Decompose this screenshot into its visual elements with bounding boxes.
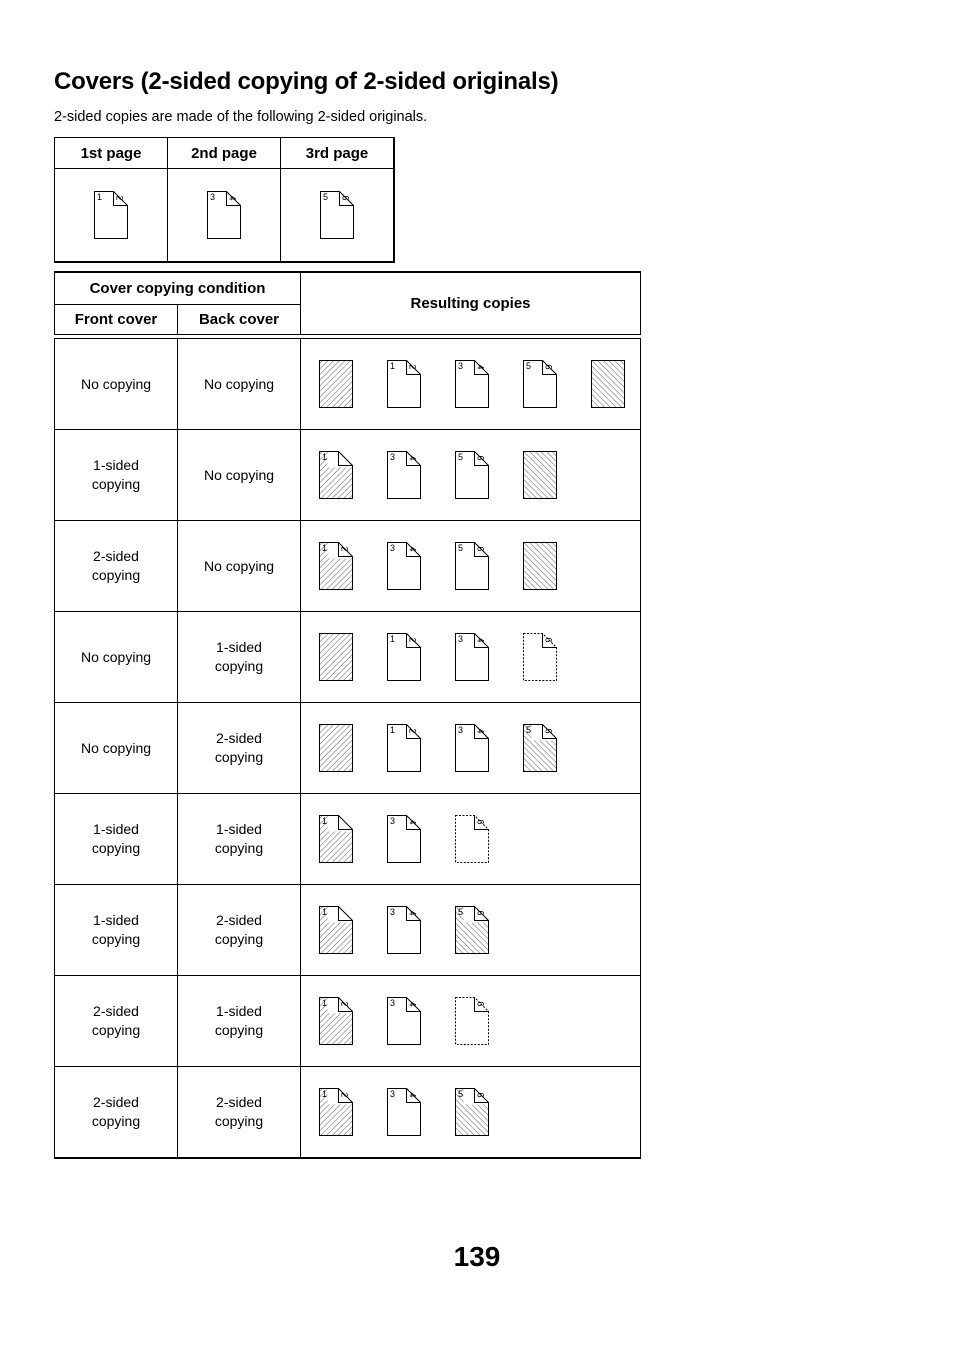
copy-page-icon xyxy=(319,190,355,240)
copy-page-icon xyxy=(386,723,422,773)
page-back-number: 6 xyxy=(475,910,486,916)
cover-page-icon xyxy=(318,814,354,864)
page-back-number: 4 xyxy=(227,195,238,201)
copy-page-icon xyxy=(386,905,422,955)
originals-header-2nd: 2nd page xyxy=(168,138,281,169)
back-cover-condition: No copying xyxy=(178,430,301,521)
copy-page-icon xyxy=(386,814,422,864)
page-back-number: 4 xyxy=(407,455,418,461)
copy-page-icon xyxy=(386,541,422,591)
back-cover-1-sided-icon xyxy=(522,632,558,682)
page-back-number: 4 xyxy=(475,728,486,734)
cover-page-icon xyxy=(318,450,354,500)
page-front-number: 5 xyxy=(526,725,532,735)
page-front-number: 3 xyxy=(390,998,396,1008)
cover-table-body xyxy=(55,339,641,1159)
front-cover-condition: 1-sided copying xyxy=(55,794,178,885)
page-front-number: 1 xyxy=(97,192,103,202)
front-cover-condition: 2-sided copying xyxy=(55,1067,178,1159)
cover-page-icon xyxy=(522,723,558,773)
cover-condition-row xyxy=(55,612,641,703)
resulting-copies-cell xyxy=(301,339,641,430)
original-page-cell xyxy=(55,169,168,263)
resulting-copies-cell xyxy=(301,885,641,976)
page-front-number: 5 xyxy=(458,452,464,462)
page-back-number: 4 xyxy=(407,910,418,916)
page-back-number: 2 xyxy=(114,195,125,201)
cover-condition-row xyxy=(55,339,641,430)
page-back-number: 6 xyxy=(340,195,351,201)
copy-page-icon xyxy=(386,359,422,409)
page-number: 139 xyxy=(453,1241,501,1272)
originals-header-row xyxy=(55,138,395,169)
page-front-number: 3 xyxy=(458,361,464,371)
header-front-cover: Front cover xyxy=(55,305,178,335)
cover-condition-row xyxy=(55,1067,641,1159)
page-front-number: 3 xyxy=(390,452,396,462)
page-back-number: 6 xyxy=(543,728,554,734)
cover-condition-row xyxy=(55,794,641,885)
copy-page-icon xyxy=(386,632,422,682)
page-back-number: 6 xyxy=(475,1001,486,1007)
page-back-number: 6 xyxy=(475,1092,486,1098)
page-front-number: 1 xyxy=(322,816,328,826)
back-cover-condition: No copying xyxy=(178,521,301,612)
page-back-number: 4 xyxy=(407,546,418,552)
page-front-number: 1 xyxy=(322,998,328,1008)
copy-page-icon xyxy=(454,632,490,682)
copy-page-icon xyxy=(454,450,490,500)
resulting-copies-cell xyxy=(301,976,641,1067)
cover-page-icon xyxy=(318,541,354,591)
back-cover-1-sided-icon xyxy=(454,996,490,1046)
blank-cover-icon xyxy=(522,450,558,500)
cover-page-icon xyxy=(454,905,490,955)
copy-page-icon xyxy=(454,723,490,773)
page-back-number: 6 xyxy=(543,637,554,643)
copy-page-icon xyxy=(386,996,422,1046)
originals-pages-row xyxy=(55,169,395,263)
page-front-number: 3 xyxy=(210,192,216,202)
cover-condition-row xyxy=(55,885,641,976)
originals-header-1st: 1st page xyxy=(55,138,168,169)
blank-cover-icon xyxy=(522,541,558,591)
copy-page-icon xyxy=(386,1087,422,1137)
blank-cover-icon xyxy=(318,723,354,773)
cover-condition-row xyxy=(55,976,641,1067)
originals-table xyxy=(54,137,395,263)
page-back-number: 2 xyxy=(339,1092,350,1098)
page-front-number: 1 xyxy=(390,725,396,735)
page-front-number: 1 xyxy=(390,361,396,371)
header-cover-condition: Cover copying condition xyxy=(55,272,301,305)
page-front-number: 3 xyxy=(390,816,396,826)
blank-cover-icon xyxy=(590,359,626,409)
page-front-number: 5 xyxy=(323,192,329,202)
original-page-cell xyxy=(281,169,395,263)
cover-condition-row xyxy=(55,703,641,794)
page-back-number: 2 xyxy=(407,637,418,643)
back-cover-condition: No copying xyxy=(178,339,301,430)
page-front-number: 3 xyxy=(390,543,396,553)
page-back-number: 4 xyxy=(407,1092,418,1098)
front-cover-condition: 2-sided copying xyxy=(55,976,178,1067)
page-back-number: 6 xyxy=(475,455,486,461)
page-front-number: 3 xyxy=(458,634,464,644)
back-cover-condition: 2-sided copying xyxy=(178,1067,301,1159)
page-front-number: 5 xyxy=(458,907,464,917)
originals-header-3rd: 3rd page xyxy=(281,138,395,169)
front-cover-condition: No copying xyxy=(55,612,178,703)
blank-cover-icon xyxy=(318,359,354,409)
page-front-number: 1 xyxy=(322,1089,328,1099)
resulting-copies-cell xyxy=(301,521,641,612)
resulting-copies-cell xyxy=(301,703,641,794)
page-back-number: 2 xyxy=(339,1001,350,1007)
resulting-copies-cell xyxy=(301,794,641,885)
cover-condition-row xyxy=(55,430,641,521)
copy-page-icon xyxy=(206,190,242,240)
cover-page-icon xyxy=(318,905,354,955)
page-back-number: 4 xyxy=(407,819,418,825)
header-resulting-copies: Resulting copies xyxy=(301,272,641,335)
page-front-number: 3 xyxy=(458,725,464,735)
page-back-number: 2 xyxy=(407,728,418,734)
page-title: Covers (2-sided copying of 2-sided originals) xyxy=(54,68,559,95)
page-front-number: 1 xyxy=(322,543,328,553)
cover-condition-row xyxy=(55,521,641,612)
copy-page-icon xyxy=(454,359,490,409)
front-cover-condition: 2-sided copying xyxy=(55,521,178,612)
resulting-copies-cell xyxy=(301,612,641,703)
copy-page-icon xyxy=(93,190,129,240)
page-back-number: 6 xyxy=(475,819,486,825)
page-front-number: 5 xyxy=(458,543,464,553)
original-page-cell xyxy=(168,169,281,263)
cover-page-icon xyxy=(318,1087,354,1137)
page-back-number: 4 xyxy=(475,637,486,643)
intro-text: 2-sided copies are made of the following 2-sided originals. xyxy=(54,109,428,125)
copy-page-icon xyxy=(522,359,558,409)
page-back-number: 6 xyxy=(475,546,486,552)
page-back-number: 2 xyxy=(407,364,418,370)
page-back-number: 2 xyxy=(339,546,350,552)
page-front-number: 5 xyxy=(458,1089,464,1099)
cover-copying-table xyxy=(54,271,641,1159)
page-front-number: 3 xyxy=(390,1089,396,1099)
front-cover-condition: No copying xyxy=(55,703,178,794)
page-front-number: 1 xyxy=(390,634,396,644)
blank-cover-icon xyxy=(318,632,354,682)
back-cover-condition: 1-sided copying xyxy=(178,612,301,703)
back-cover-condition: 2-sided copying xyxy=(178,703,301,794)
page-back-number: 4 xyxy=(407,1001,418,1007)
back-cover-condition: 1-sided copying xyxy=(178,976,301,1067)
back-cover-condition: 2-sided copying xyxy=(178,885,301,976)
copy-page-icon xyxy=(454,541,490,591)
cover-page-icon xyxy=(318,996,354,1046)
back-cover-1-sided-icon xyxy=(454,814,490,864)
page-front-number: 1 xyxy=(322,907,328,917)
page-front-number: 1 xyxy=(322,452,328,462)
page-back-number: 6 xyxy=(543,364,554,370)
page-front-number: 5 xyxy=(526,361,532,371)
cover-page-icon xyxy=(454,1087,490,1137)
page-front-number: 3 xyxy=(390,907,396,917)
front-cover-condition: 1-sided copying xyxy=(55,885,178,976)
back-cover-condition: 1-sided copying xyxy=(178,794,301,885)
resulting-copies-cell xyxy=(301,1067,641,1159)
cover-header-row xyxy=(55,272,641,305)
resulting-copies-cell xyxy=(301,430,641,521)
copy-page-icon xyxy=(386,450,422,500)
header-back-cover: Back cover xyxy=(178,305,301,335)
front-cover-condition: 1-sided copying xyxy=(55,430,178,521)
page-back-number: 4 xyxy=(475,364,486,370)
front-cover-condition: No copying xyxy=(55,339,178,430)
